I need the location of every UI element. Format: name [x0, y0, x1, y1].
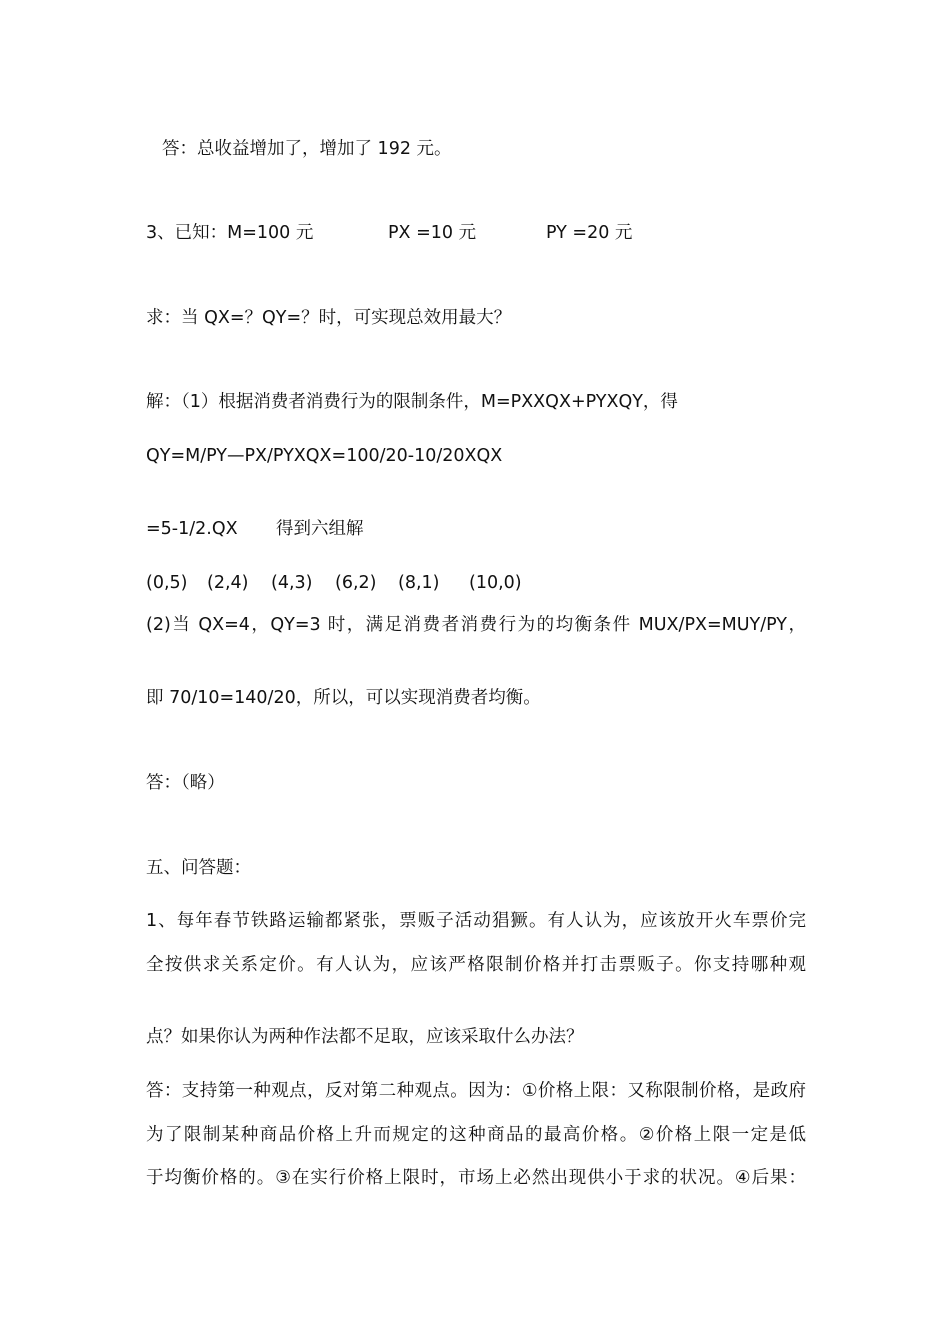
qa-1-line-2: 全按供求关系定价。有人认为，应该严格限制价格并打击票贩子。你支持哪种观 [146, 955, 806, 975]
qa-1-answer-line-1: 答：支持第一种观点，反对第二种观点。因为：①价格上限：又称限制价格，是政府 [146, 1081, 806, 1101]
solution-pair-3: (4,3) [271, 573, 313, 593]
solution-pair-5: (8,1) [398, 573, 440, 593]
solution-step-1: 解：（1）根据消费者消费行为的限制条件，M=PXXQX+PYXQY，得 [146, 392, 678, 412]
solution-equation: QY=M/PY—PX/PYXQX=100/20-10/20XQX [146, 446, 503, 466]
solution-pair-2: (2,4) [207, 573, 249, 593]
problem-3-given-m: 3、已知：M=100 元 [146, 223, 314, 243]
solution-pair-4: (6,2) [335, 573, 377, 593]
qa-1-answer-line-2: 为了限制某种商品价格上升而规定的这种商品的最高价格。②价格上限一定是低 [146, 1125, 806, 1145]
solution-six-groups: 得到六组解 [276, 519, 364, 539]
qa-1-line-1: 1、每年春节铁路运输都紧张，票贩子活动猖獗。有人认为，应该放开火车票价完 [146, 911, 806, 931]
problem-3-answer: 答：（略） [146, 773, 225, 793]
section-heading-qa: 五、问答题： [146, 858, 251, 878]
solution-step-2: (2)当 QX=4，QY=3 时，满足消费者消费行为的均衡条件 MUX/PX=MUY/PY， [146, 615, 806, 635]
problem-3-given-py: PY =20 元 [546, 223, 633, 243]
problem-3-question: 求：当 QX=？QY=？时，可实现总效用最大？ [146, 308, 512, 328]
solution-pair-6: (10,0) [469, 573, 522, 593]
solution-conclusion: 即 70/10=140/20，所以，可以实现消费者均衡。 [146, 688, 541, 708]
answer-total-revenue: 答：总收益增加了，增加了 192 元。 [162, 139, 452, 159]
qa-1-line-3: 点？如果你认为两种作法都不足取，应该采取什么办法？ [146, 1027, 584, 1047]
qa-1-answer-line-3: 于均衡价格的。③在实行价格上限时，市场上必然出现供小于求的状况。④后果： [146, 1168, 806, 1188]
solution-pair-1: (0,5) [146, 573, 188, 593]
problem-3-given-px: PX =10 元 [388, 223, 477, 243]
solution-simplified: =5-1/2.QX [146, 519, 238, 539]
